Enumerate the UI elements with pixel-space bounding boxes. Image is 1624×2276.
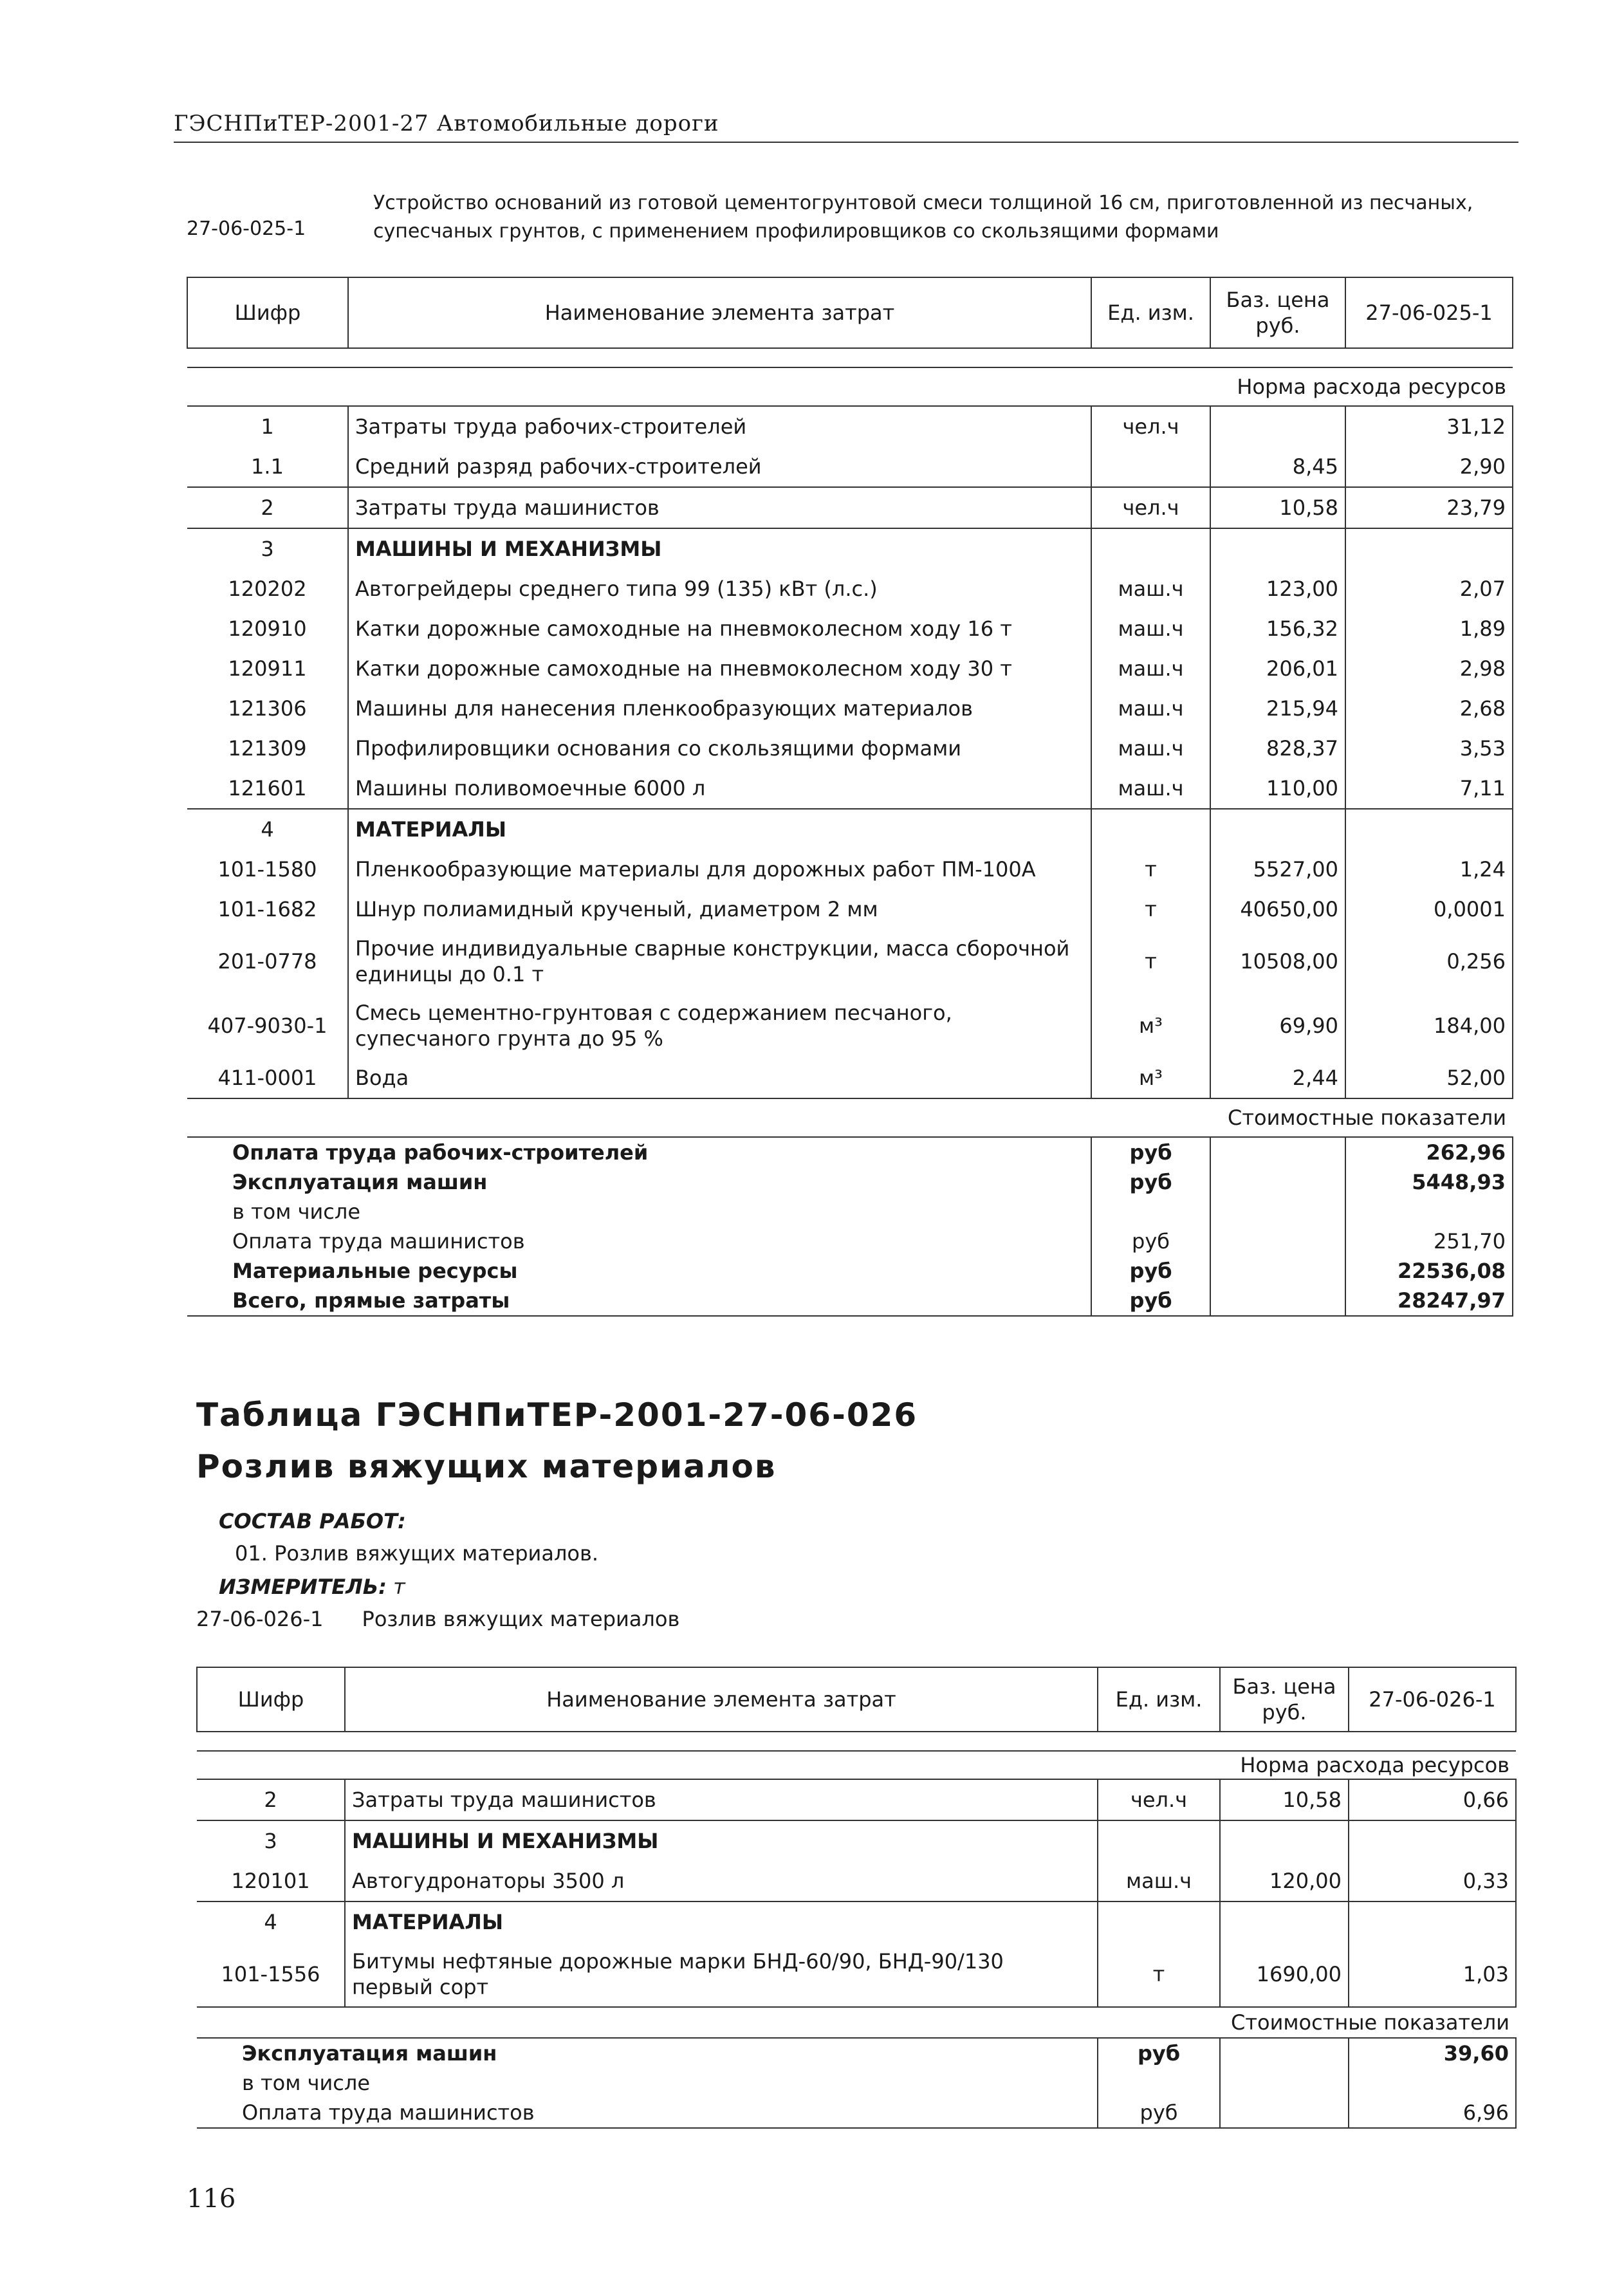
cell-unit: т <box>1098 1942 1220 2007</box>
cell-code: 101-1682 <box>217 897 317 921</box>
cell-value: 2,98 <box>1345 649 1513 689</box>
summary-row <box>197 2038 1516 2068</box>
cell-value <box>1349 1901 1516 1942</box>
cell-name: Пленкообразующие материалы для дорожных работ ПМ-100А <box>348 849 1091 889</box>
table-row <box>197 1901 1516 1942</box>
cell-code: 120101 <box>231 1869 310 1893</box>
summary-unit: руб <box>1098 2038 1220 2068</box>
summary-row <box>187 1167 1513 1197</box>
cell-code: 4 <box>197 1901 345 1942</box>
cell-unit: т <box>1091 849 1210 889</box>
cell-name: Автогрейдеры среднего типа 99 (135) кВт (л.с.) <box>348 569 1091 609</box>
col-header-value: 27-06-026-1 <box>1349 1667 1516 1732</box>
summary-unit <box>1091 1197 1210 1226</box>
summary-value <box>1349 2068 1516 2098</box>
table-row <box>197 1779 1516 1820</box>
cost-indicators-header: Стоимостные показатели <box>197 2007 1516 2038</box>
cell-code: 1.1 <box>251 454 284 479</box>
cell-unit: чел.ч <box>1091 406 1210 447</box>
cost-table-1 <box>187 277 1513 1317</box>
col-header-price: Баз. цена руб. <box>1210 277 1345 348</box>
cell-unit: чел.ч <box>1091 487 1210 528</box>
cell-value: 3,53 <box>1345 728 1513 768</box>
cell-value <box>1345 809 1513 849</box>
cell-value: 0,256 <box>1345 929 1513 994</box>
cell-value: 1,89 <box>1345 609 1513 649</box>
cell-code: 120202 <box>228 577 307 601</box>
cell-code: 2 <box>264 1788 277 1812</box>
table-row <box>187 609 1513 649</box>
cell-value: 184,00 <box>1345 994 1513 1058</box>
cell-unit: маш.ч <box>1091 569 1210 609</box>
cell-name: Машины для нанесения пленкообразующих материалов <box>348 689 1091 728</box>
cell-name: Машины поливомоечные 6000 л <box>348 768 1091 809</box>
summary-label: Оплата труда рабочих-строителей <box>232 1140 649 1165</box>
cell-name: Средний разряд рабочих-строителей <box>348 447 1091 487</box>
summary-value: 262,96 <box>1345 1137 1513 1167</box>
cell-code: 121309 <box>228 736 307 761</box>
summary-label: Всего, прямые затраты <box>187 1286 1091 1316</box>
col-header-code: Шифр <box>187 277 348 348</box>
table2-code-line <box>196 1607 679 1631</box>
cell-unit <box>1091 528 1210 569</box>
cell-unit: маш.ч <box>1091 609 1210 649</box>
cell-code: 407-9030-1 <box>207 1013 328 1038</box>
cell-code: 201-0778 <box>217 949 317 974</box>
cell-name: Профилировщики основания со скользящими формами <box>348 728 1091 768</box>
summary-unit: руб <box>1091 1226 1210 1256</box>
table-row <box>187 809 1513 849</box>
cell-price: 110,00 <box>1210 768 1345 809</box>
summary-unit: руб <box>1098 2098 1220 2128</box>
cell-value: 23,79 <box>1345 487 1513 528</box>
page-header: ГЭСНПиТЕР-2001-27 Автомобильные дороги <box>174 111 1518 143</box>
summary-label: Материальные ресурсы <box>232 1259 518 1283</box>
cell-unit <box>1098 1820 1220 1861</box>
cell-price: 828,37 <box>1210 728 1345 768</box>
summary-row <box>187 1286 1513 1316</box>
cell-value: 2,90 <box>1345 447 1513 487</box>
col-header-unit: Ед. изм. <box>1091 277 1210 348</box>
table1-code: 27-06-025-1 <box>187 217 306 240</box>
table-row <box>197 1942 1516 2007</box>
cell-name: Вода <box>348 1058 1091 1098</box>
summary-row <box>197 2068 1516 2098</box>
cell-unit: маш.ч <box>1091 728 1210 768</box>
cell-value <box>1349 1820 1516 1861</box>
cell-price: 123,00 <box>1210 569 1345 609</box>
norm-header: Норма расхода ресурсов <box>197 1751 1516 1779</box>
table-row <box>197 1820 1516 1861</box>
summary-unit: руб <box>1091 1137 1210 1167</box>
cell-code: 120911 <box>228 656 307 681</box>
cell-name: Автогудронаторы 3500 л <box>345 1861 1098 1901</box>
cell-name: Смесь цементно-грунтовая с содержанием песчаного, супесчаного грунта до 95 % <box>348 994 1091 1058</box>
cell-unit: маш.ч <box>1098 1861 1220 1901</box>
cell-price: 10,58 <box>1210 487 1345 528</box>
summary-value: 22536,08 <box>1345 1256 1513 1286</box>
table1-code-title <box>187 189 1525 247</box>
cell-unit: м³ <box>1091 1058 1210 1098</box>
measure-label: ИЗМЕРИТЕЛЬ: <box>219 1575 387 1599</box>
cell-code: 101-1580 <box>217 857 317 882</box>
table-row <box>187 487 1513 528</box>
summary-label: Оплата труда машинистов <box>197 2098 1098 2128</box>
cell-name: Прочие индивидуальные сварные конструкции, масса сборочной единицы до 0.1 т <box>348 929 1091 994</box>
table-row <box>187 447 1513 487</box>
summary-row <box>187 1256 1513 1286</box>
cell-price: 2,44 <box>1210 1058 1345 1098</box>
table-row <box>187 689 1513 728</box>
table-row <box>187 889 1513 929</box>
cell-unit: маш.ч <box>1091 649 1210 689</box>
cell-name: МАШИНЫ И МЕХАНИЗМЫ <box>345 1820 1098 1861</box>
summary-value: 5448,93 <box>1345 1167 1513 1197</box>
work-composition-heading: СОСТАВ РАБОТ: <box>219 1509 406 1533</box>
summary-label: Оплата труда машинистов <box>232 1229 525 1254</box>
cell-price: 40650,00 <box>1210 889 1345 929</box>
table2-subtitle: Розлив вяжущих материалов <box>196 1448 777 1485</box>
cell-name: Шнур полиамидный крученый, диаметром 2 мм <box>348 889 1091 929</box>
cell-price: 1690,00 <box>1220 1942 1349 2007</box>
col-header-price: Баз. цена руб. <box>1220 1667 1349 1732</box>
cell-price <box>1210 809 1345 849</box>
cell-value: 2,68 <box>1345 689 1513 728</box>
cell-value: 0,0001 <box>1345 889 1513 929</box>
cost-indicators-header: Стоимостные показатели <box>187 1098 1513 1137</box>
table-row <box>187 649 1513 689</box>
cell-code: 2 <box>187 487 348 528</box>
table-row <box>187 1058 1513 1098</box>
norm-header: Норма расхода ресурсов <box>187 367 1513 406</box>
cell-price: 69,90 <box>1210 994 1345 1058</box>
cell-unit <box>1091 809 1210 849</box>
cell-code: 121601 <box>228 776 307 800</box>
cell-price: 120,00 <box>1220 1861 1349 1901</box>
cell-unit: маш.ч <box>1091 689 1210 728</box>
table-row <box>187 406 1513 447</box>
table-row <box>187 994 1513 1058</box>
cell-price <box>1220 1820 1349 1861</box>
cell-value: 0,33 <box>1349 1861 1516 1901</box>
table-row <box>197 1861 1516 1901</box>
cost-table-2 <box>196 1667 1517 2129</box>
cell-unit <box>1091 447 1210 487</box>
cell-value: 7,11 <box>1345 768 1513 809</box>
table-row <box>187 728 1513 768</box>
cell-code: 120910 <box>228 616 307 641</box>
cell-value: 1,03 <box>1349 1942 1516 2007</box>
cell-name: МАТЕРИАЛЫ <box>348 809 1091 849</box>
summary-label: в том числе <box>242 2071 370 2095</box>
summary-label: в том числе <box>232 1199 360 1224</box>
table1-description: Устройство оснований из готовой цементогрунтовой смеси толщиной 16 см, приготовленной из песчаных, супесчаных грунтов, с применением профилировщиков со скользящими формами <box>373 192 1473 243</box>
summary-unit: руб <box>1091 1167 1210 1197</box>
measure-value: т <box>393 1575 405 1599</box>
cell-price: 5527,00 <box>1210 849 1345 889</box>
cell-name: Катки дорожные самоходные на пневмоколесном ходу 16 т <box>348 609 1091 649</box>
cell-unit <box>1098 1901 1220 1942</box>
cell-value <box>1345 528 1513 569</box>
col-header-code: Шифр <box>197 1667 345 1732</box>
cell-price: 215,94 <box>1210 689 1345 728</box>
cell-price <box>1220 1901 1349 1942</box>
page-number: 116 <box>187 2184 236 2214</box>
summary-unit: руб <box>1091 1286 1210 1316</box>
cell-name: Затраты труда машинистов <box>348 487 1091 528</box>
cell-price <box>1210 406 1345 447</box>
cell-name: МАТЕРИАЛЫ <box>345 1901 1098 1942</box>
summary-unit <box>1098 2068 1220 2098</box>
cell-price: 206,01 <box>1210 649 1345 689</box>
summary-label: Эксплуатация машин <box>242 2041 497 2066</box>
summary-value: 39,60 <box>1349 2038 1516 2068</box>
cell-code: 3 <box>187 528 348 569</box>
summary-value <box>1345 1197 1513 1226</box>
col-header-name: Наименование элемента затрат <box>348 277 1091 348</box>
cell-unit: т <box>1091 889 1210 929</box>
cell-unit: т <box>1091 929 1210 994</box>
cell-code: 4 <box>187 809 348 849</box>
table-row <box>187 929 1513 994</box>
cell-code: 1 <box>261 414 274 439</box>
cell-unit: маш.ч <box>1091 768 1210 809</box>
cell-name: Затраты труда рабочих-строителей <box>348 406 1091 447</box>
cell-value: 0,66 <box>1349 1779 1516 1820</box>
cell-code: 411-0001 <box>217 1066 317 1090</box>
summary-value: 6,96 <box>1349 2098 1516 2128</box>
work-composition-item: 01. Розлив вяжущих материалов. <box>235 1541 599 1566</box>
table-row <box>187 849 1513 889</box>
cell-value: 2,07 <box>1345 569 1513 609</box>
cell-price: 10508,00 <box>1210 929 1345 994</box>
cell-name: Катки дорожные самоходные на пневмоколесном ходу 30 т <box>348 649 1091 689</box>
summary-value: 251,70 <box>1345 1226 1513 1256</box>
summary-row <box>187 1137 1513 1167</box>
summary-row <box>197 2098 1516 2128</box>
cell-unit: чел.ч <box>1098 1779 1220 1820</box>
cell-code: 3 <box>197 1820 345 1861</box>
table2-title: Таблица ГЭСНПиТЕР-2001-27-06-026 <box>196 1396 918 1434</box>
table-row <box>187 569 1513 609</box>
summary-value: 28247,97 <box>1345 1286 1513 1316</box>
summary-label: Эксплуатация машин <box>232 1170 488 1194</box>
cell-price: 156,32 <box>1210 609 1345 649</box>
table2-code-description: Розлив вяжущих материалов <box>362 1607 680 1631</box>
cell-code: 101-1556 <box>221 1962 320 1986</box>
col-header-value: 27-06-025-1 <box>1345 277 1513 348</box>
table2-code: 27-06-026-1 <box>196 1607 324 1631</box>
cell-price: 8,45 <box>1210 447 1345 487</box>
cell-value: 31,12 <box>1345 406 1513 447</box>
measure <box>219 1575 405 1599</box>
cell-name: Затраты труда машинистов <box>345 1779 1098 1820</box>
col-header-unit: Ед. изм. <box>1098 1667 1220 1732</box>
cell-name: Битумы нефтяные дорожные марки БНД-60/90, БНД-90/130 первый сорт <box>345 1942 1098 2007</box>
col-header-name: Наименование элемента затрат <box>345 1667 1098 1732</box>
cell-value: 52,00 <box>1345 1058 1513 1098</box>
summary-row <box>187 1197 1513 1226</box>
cell-name: МАШИНЫ И МЕХАНИЗМЫ <box>348 528 1091 569</box>
cell-unit: м³ <box>1091 994 1210 1058</box>
summary-row <box>187 1226 1513 1256</box>
table-row <box>187 768 1513 809</box>
table-row <box>187 528 1513 569</box>
summary-unit: руб <box>1091 1256 1210 1286</box>
cell-price: 10,58 <box>1220 1779 1349 1820</box>
cell-code: 121306 <box>228 696 307 721</box>
cell-price <box>1210 528 1345 569</box>
cell-value: 1,24 <box>1345 849 1513 889</box>
